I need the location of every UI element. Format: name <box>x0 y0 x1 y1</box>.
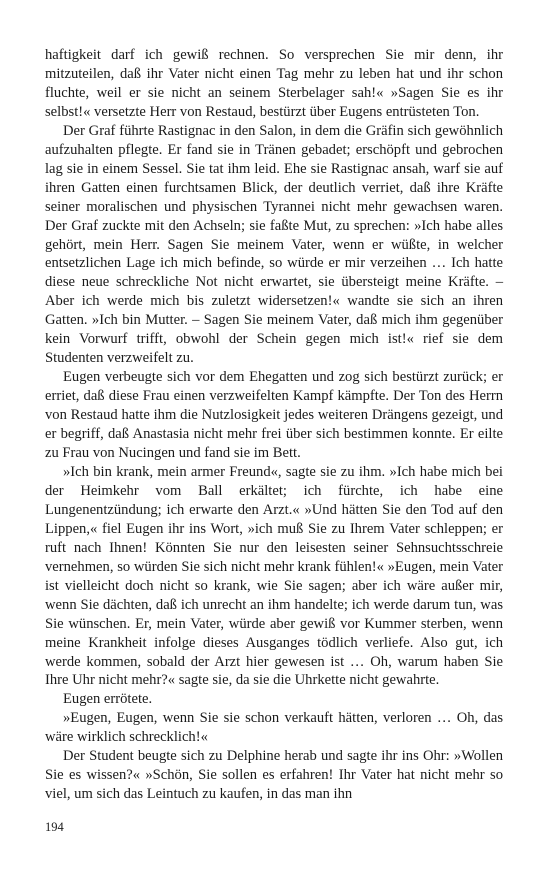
paragraph-7: Der Student beugte sich zu Delphine herab und sagte ihr ins Ohr: »Wollen Sie es wissen?« »Schön, Sie sollen es erfahren! Ihr Vater hat nicht mehr so viel, um sich das Leintuch zu kaufen, in das man ihn <box>45 748 503 803</box>
paragraph-3: Eugen verbeugte sich vor dem Ehegatten und zog sich bestürzt zurück; er erriet, daß diese Frau einen verzweifelten Kampf kämpfte. Der Ton des Herrn von Restaud hatte ihm die Nutzlosigkeit jedes weiteren Drängens gezeigt, und er begriff, daß Anastasia nicht mehr frei über sich bestimmen konnte. Er eilte zu Frau von Nucingen und fand sie im Bett. <box>45 369 503 462</box>
paragraph-1: haftigkeit darf ich gewiß rechnen. So versprechen Sie mir denn, ihr mitzuteilen, daß ihr Vater nicht einen Tag mehr zu leben hat und ihr schon fluchte, weil er sie nicht an seinem Sterbelager sah!« »Sagen Sie es ihr selbst!« versetzte Herr von Restaud, bestürzt über Eugens entrüsteten Ton. <box>45 47 503 120</box>
paragraph-6: »Eugen, Eugen, wenn Sie sie schon verkauft hätten, verloren … Oh, das wäre wirklich schrecklich!« <box>45 710 503 746</box>
paragraph-2: Der Graf führte Rastignac in den Salon, in dem die Gräfin sich gewöhnlich aufzuhalten pflegte. Er fand sie in Tränen gebadet; erschöpft und gebrochen lag sie in einem Sessel. Sie tat ihm leid. Ehe sie Rastignac ansah, warf sie auf ihren Gatten einen furchtsamen Blick, der deutlich verriet, daß ihre Kräfte seiner moralischen und physischen Tyrannei nicht mehr gewachsen waren. Der Graf zuckte mit den Achseln; sie faßte Mut, zu sprechen: »Ich habe alles gehört, mein Herr. Sagen Sie meinem Vater, wenn er wüßte, in welcher entsetzlichen Lage ich mich befinde, so würde er mir verzeihen … Ich hatte diese neue schreckliche Not nicht erwartet, sie übersteigt meine Kräfte. – Aber ich werde mich bis zuletzt widersetzen!« wandte sie sich an ihren Gatten. »Ich bin Mutter. – Sagen Sie meinem Vater, daß mich ihm gegenüber kein Vorwurf trifft, obwohl der Schein gegen mich ist!« rief sie dem Studenten verzweifelt zu. <box>45 122 503 367</box>
page-number: 194 <box>45 820 64 834</box>
paragraph-4: »Ich bin krank, mein armer Freund«, sagte sie zu ihm. »Ich habe mich bei der Heimkehr vom Ball erkältet; ich fürchte, ich habe eine Lungenentzündung; ich erwarte den Arzt.« »Und hätten Sie den Tod auf den Lippen,« fiel Eugen ihr ins Wort, »ich muß Sie zu Ihrem Vater schleppen; er ruft nach Ihnen! Könnten Sie nur den leisesten seiner Sehnsuchtsschreie vernehmen, so würden Sie sich nicht mehr krank fühlen!« »Eugen, mein Vater ist vielleicht doch nicht so krank, wie Sie sagen; aber ich wäre außer mir, wenn Sie dächten, daß ich unrecht an ihm handelte; ich werde darum tun, was Sie wünschen. Er, mein Vater, würde aber gewiß vor Kummer sterben, wenn meine Krankheit infolge dieses Ausganges tödlich verliefe. Also gut, ich werde kommen, sobald der Arzt hier gewesen ist … Oh, warum haben Sie Ihre Uhr nicht mehr?« sagte sie, da sie die Uhrkette nicht gewahrte. <box>45 463 503 689</box>
paragraph-5: Eugen errötete. <box>63 691 153 708</box>
body-text <box>45 46 503 804</box>
